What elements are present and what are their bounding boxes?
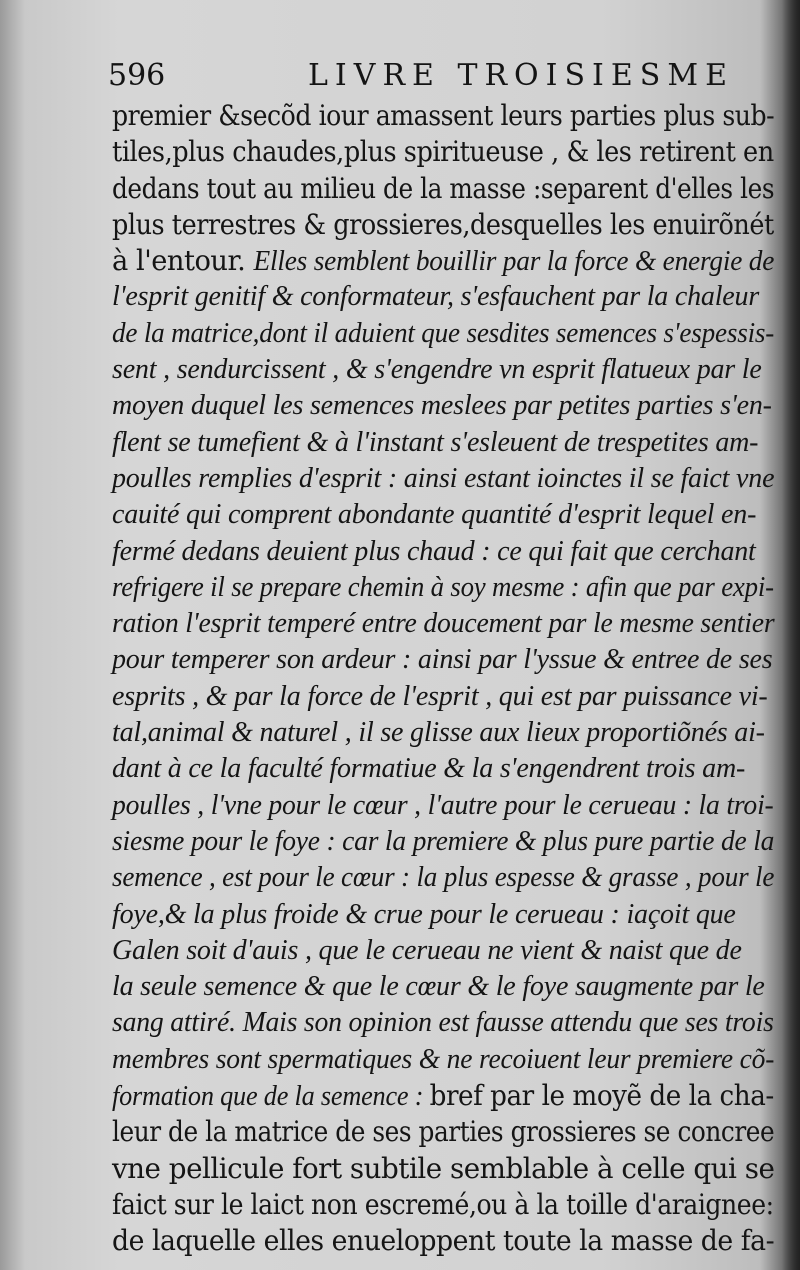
text-line: sang attiré. Mais son opinion est fausse attendu que ses trois: [112, 1007, 774, 1039]
text-line: cauité qui comprent abondante quantité d'esprit lequel en-: [112, 499, 757, 531]
text-line: faict sur le laict non escremé,ou à la toille d'araignee:: [112, 1187, 774, 1221]
page-number: 596: [108, 58, 166, 93]
page-header: [108, 58, 758, 100]
text-line: poulles , l'vne pour le cœur , l'autre pour le cerueau : la troi-: [112, 789, 774, 821]
text-line: flent se tumefient & à l'instant s'esleuent de trespetites am-: [112, 426, 759, 458]
text-line: moyen duquel les semences meslees par petites parties s'en-: [112, 390, 772, 422]
text-line: esprits , & par la force de l'esprit , qui est par puissance vi-: [112, 680, 768, 712]
text-line: plus terrestres & grossieres,desquelles les enuirõnét: [112, 207, 774, 241]
text-line: dedans tout au milieu de la masse :separent d'elles les: [112, 171, 775, 205]
text-line: Galen soit d'auis , que le cerueau ne vient & naist que de: [112, 934, 742, 966]
text-line: siesme pour le foye : car la premiere & plus pure partie de la: [112, 825, 775, 857]
text-line: refrigere il se prepare chemin à soy mesme : afin que par expi-: [112, 571, 774, 603]
text-line: poulles remplies d'esprit : ainsi estant ioinctes il se faict vne: [112, 462, 775, 494]
text-segment: bref par le moyẽ de la cha-: [429, 1079, 774, 1113]
text-line: ration l'esprit temperé entre doucement par le mesme sentier: [112, 608, 775, 640]
text-line: la seule semence & que le cœur & le foye saugmente par le: [112, 971, 765, 1003]
show-through-text: [130, 1190, 770, 1230]
text-line: tal,animal & naturel , il se glisse aux lieux proportiõnés ai-: [112, 717, 765, 749]
text-line: sent , sendurcissent , & s'engendre vn esprit flatueux par le: [112, 354, 762, 386]
text-line: [112, 243, 775, 279]
text-line: semence , est pour le cœur : la plus espesse & grasse , pour le: [112, 862, 775, 894]
text-line: fermé dedans deuient plus chaud : ce qui fait que cerchant: [112, 535, 756, 567]
text-segment: à l'entour.: [112, 244, 254, 278]
text-line: de laquelle elles enueloppent toute la masse de fa-: [112, 1224, 775, 1258]
page-gutter-shadow: [782, 0, 800, 1270]
running-title: LIVRE TROISIESME: [308, 58, 734, 93]
text-line: foye,& la plus froide & crue pour le cerueau : iaçoit que: [112, 898, 736, 930]
text-line: membres sont spermatiques & ne recoiuent leur premiere cõ-: [112, 1043, 775, 1075]
text-line: leur de la matrice de ses parties grossieres se concree: [112, 1115, 775, 1149]
text-line: de la matrice,dont il aduient que sesdites semences s'espessis-: [112, 317, 775, 349]
text-line: vne pellicule fort subtile semblable à celle qui se: [112, 1151, 775, 1185]
text-segment: formation que de la semence :: [112, 1081, 430, 1113]
text-line: tiles,plus chaudes,plus spiritueuse , & les retirent en: [112, 135, 774, 169]
text-line: l'esprit genitif & conformateur, s'esfauchent par la chaleur: [112, 281, 760, 313]
text-line: premier &secõd iour amassent leurs parties plus sub-: [112, 99, 775, 132]
text-segment: Elles semblent bouillir par la force & energie de: [253, 246, 775, 278]
text-line: pour temperer son ardeur : ainsi par l'yssue & entree de ses: [112, 644, 773, 676]
text-line: dant à ce la faculté formatiue & la s'engendrent trois am-: [112, 753, 746, 785]
text-line: [112, 1078, 774, 1114]
body-text: [112, 98, 774, 1260]
